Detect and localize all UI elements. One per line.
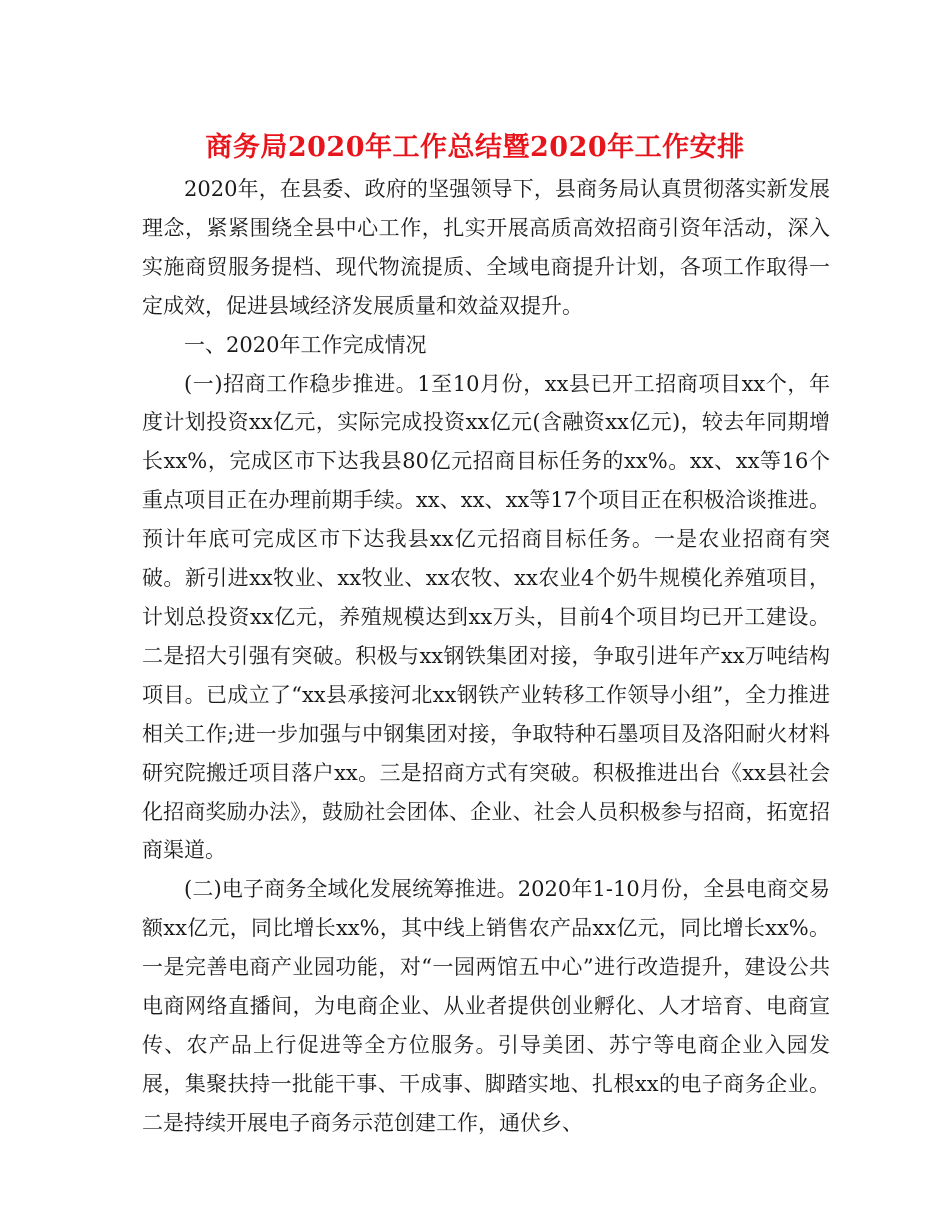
document-title: 商务局2020年工作总结暨2020年工作安排 — [205, 132, 745, 163]
document-body — [142, 170, 830, 1143]
paragraph-ecommerce: (二)电子商务全域化发展统筹推进。2020年1-10月份，全县电商交易额xx亿元，同比增长xx%，其中线上销售农产品xx亿元，同比增长xx%。一是完善电商产业园功能，对“一园两馆五中心”进行改造提升，建设公共电商网络直播间，为电商企业、从业者提供创业孵化、人才培育、电商宣传、农产品上行促进等全方位服务。引导美团、苏宁等电商企业入园发展，集聚扶持一批能干事、干成事、脚踏实地、扎根xx的电子商务企业。二是持续开展电子商务示范创建工作，通伏乡、 — [142, 877, 830, 1135]
section-heading: 一、2020年工作完成情况 — [184, 332, 427, 357]
paragraph-intro: 2020年，在县委、政府的坚强领导下，县商务局认真贯彻落实新发展理念，紧紧围绕全县中心工作，扎实开展高质高效招商引资年活动，深入实施商贸服务提档、现代物流提质、全域电商提升计划，各项工作取得一定成效，促进县域经济发展质量和效益双提升。 — [142, 177, 830, 318]
paragraph-investment: (一)招商工作稳步推进。1至10月份，xx县已开工招商项目xx个，年度计划投资xx亿元，实际完成投资xx亿元(含融资xx亿元)，较去年同期增长xx%，完成区市下达我县80亿元招商目标任务的xx%。xx、xx等16个重点项目正在办理前期手续。xx、xx、xx等17个项目正在积极洽谈推进。预计年底可完成区市下达我县xx亿元招商目标任务。一是农业招商有突破。新引进xx牧业、xx牧业、xx农牧、xx农业4个奶牛规模化养殖项目，计划总投资xx亿元，养殖规模达到xx万头，目前4个项目均已开工建设。二是招大引强有突破。积极与xx钢铁集团对接，争取引进年产xx万吨结构项目。已成立了“xx县承接河北xx钢铁产业转移工作领导小组”，全力推进相关工作;进一步加强与中钢集团对接，争取特种石墨项目及洛阳耐火材料研究院搬迁项目落户xx。三是招商方式有突破。积极推进出台《xx县社会化招商奖励办法》，鼓励社会团体、企业、社会人员积极参与招商，拓宽招商渠道。 — [142, 371, 830, 863]
